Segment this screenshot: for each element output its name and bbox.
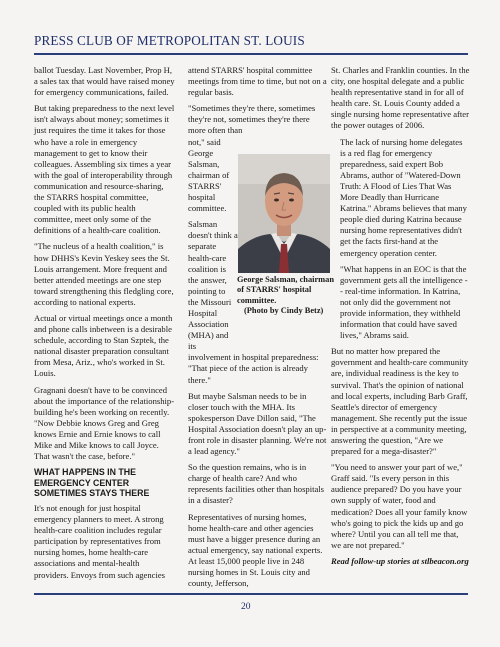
publication-header: PRESS CLUB OF METROPOLITAN ST. LOUIS xyxy=(34,33,305,48)
paragraph: But no matter how prepared the government and health-care community are, individual readiness is the key to survival. That's the opinion of national and local experts, including Barb Graff, Seattle's director of emergency management. She recently put the issue in perspective at a community meeting, answering the question, "Are we prepared for a mega-disaster?" xyxy=(331,346,469,457)
photo-caption xyxy=(237,275,335,316)
paragraph: St. Charles and Franklin counties. In the city, one hospital delegate and a public health representative stand in for all of health care. St. Louis County added a single nursing home representative after the power outages of 2006. xyxy=(331,65,470,131)
page-number: 20 xyxy=(241,602,251,612)
article-column-2 xyxy=(188,65,327,594)
paragraph: But maybe Salsman needs to be in closer touch with the MHA. Its spokesperson Dave Dillon said, "The Hospital Association doesn't play an up-front role in disaster planning. We're not a lead agency." xyxy=(188,390,327,457)
paragraph: "The nucleus of a health coalition," is how DHHS's Kevin Yeskey sees the St. Louis arrangement. More frequent and better attended meetings are one step toward strengthening this fledgling core, according to national experts. xyxy=(34,241,174,307)
paragraph: It's not enough for just hospital emergency planners to meet. A strong health-care coalition includes regular participation by representatives from nursing homes, home health-care associations and mental-health providers. Envoys from such agencies xyxy=(34,502,166,580)
paragraph: ballot Tuesday. Last November, Prop H, a sales tax that would have raised money for emergency communications, failed. xyxy=(34,65,175,98)
paragraph: But taking preparedness to the next level isn't always about money; sometimes it just requires the time it takes for those who have a role in emergency management to get to know their colleagues. Assembling six times a year with the goal of interoperability through communication and resource-sharing, the STARRS hospital committee, coupled with its public health committee, meet only some of the definitions of a health-care coalition. xyxy=(34,103,175,236)
paragraph: Actual or virtual meetings once a month and phone calls inbetween is a desirable schedule, according to Stan Szptek, the national disaster preparation consultant from Mesa, Ariz., who's worked in St. Louis. xyxy=(34,312,173,379)
paragraph: "What happens in an EOC is that the government gets all the intelligence -- real-time information. In Katrina, not only did the government not provide information, they withheld information that could have saved lives," Abrams said. xyxy=(340,263,468,341)
paragraph: Salsman doesn't think a separate health-care coalition is the answer, pointing to the Missouri Hospital Association (MHA) and its xyxy=(188,219,238,352)
article-column-1 xyxy=(34,65,175,586)
paragraph: So the question remains, who is in charge of health care? And who represents facilities other than hospitals in a disaster? xyxy=(188,462,325,506)
paragraph: involvement in hospital preparedness: "That piece of the action is already there." xyxy=(188,352,319,385)
portrait-photo xyxy=(238,154,330,273)
header-rule xyxy=(34,53,468,55)
paragraph: Gragnani doesn't have to be convinced about the importance of the relationship-building he's been working on recently. "Now Debbie knows Greg and Greg knows Ernie and Ernie knows to call Mike and Mike knows to call Joyce. That wasn't the case, before." xyxy=(34,384,175,462)
paragraph: "You need to answer your part of we," Graff said. "Is every person in this audience prepared? Do you have your own supply of water, food and medication? Does all your family know who's going to pick the kids up and go where? Until you can all tell me that, we are not prepared." xyxy=(331,462,468,550)
paragraph: "Sometimes they're there, sometimes they're not, sometimes they're there more often than xyxy=(188,103,316,136)
follow-up-note: Read follow-up stories at stlbeacon.org xyxy=(331,555,469,566)
section-subhead: WHAT HAPPENS IN THE EMERGENCY CENTER SOMETIMES STAYS THERE xyxy=(34,467,150,499)
photo-wrap-text xyxy=(188,137,238,353)
footer-rule xyxy=(34,593,468,595)
paragraph: attend STARRS' hospital committee meetings from time to time, but not on a regular basis. xyxy=(188,65,327,98)
article-column-3 xyxy=(331,65,470,572)
paragraph: The lack of nursing home delegates is a red flag for emergency preparedness, said expert Bob Abrams, author of "Watered-Down Truth: A Flood of Lies That Was More Deadly than Hurricane Katrina." Abrams believes that many people died during Katrina because nursing home representatives didn't get the facts first-hand at the emergency operation center. xyxy=(340,136,467,258)
caption-text: George Salsman, chairman of STARRS' hospital committee. xyxy=(237,275,335,305)
paragraph: not," said George Salsman, chairman of STARRS' hospital committee. xyxy=(188,136,230,214)
paragraph: Representatives of nursing homes, home health-care and other agencies must have a bigger presence during an actual emergency, say national experts. At least 15,000 people live in 248 nursing homes in St. Louis city and county, Jefferson, xyxy=(188,511,323,589)
portrait-illustration xyxy=(238,154,330,273)
photo-credit: (Photo by Cindy Betz) xyxy=(244,305,324,315)
